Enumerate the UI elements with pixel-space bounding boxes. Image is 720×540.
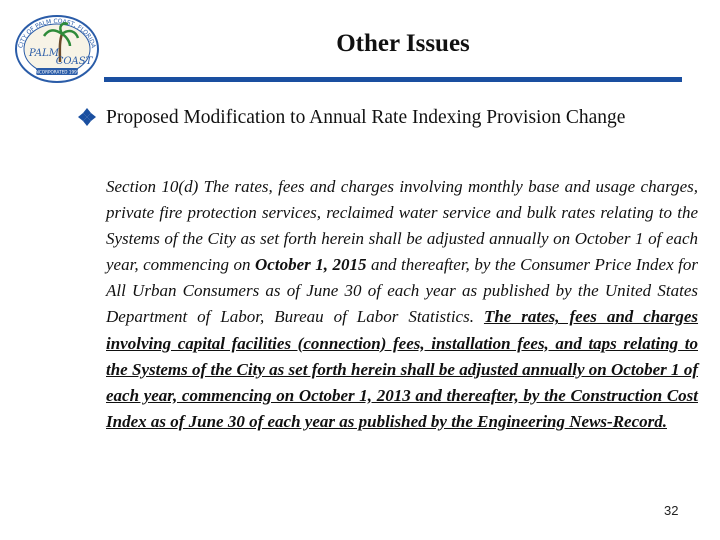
title-divider <box>104 77 682 82</box>
page-number: 32 <box>664 503 679 518</box>
logo-word-palm: PALM <box>29 48 59 59</box>
section-middle: and thereafter, by the Consumer Price Index for All Urban Consumers as of June 30 of each year as published by the United States Department of Labor, Bureau of Labor Statistics. <box>106 255 698 327</box>
commencement-date: October 1, 2015 <box>255 255 367 275</box>
slide-title: Other Issues <box>336 30 470 57</box>
section-10d-text <box>106 174 698 435</box>
logo-word-coast: COAST <box>55 56 93 67</box>
logo-ring-text: CITY OF PALM COAST, FLORIDA <box>17 17 97 49</box>
logo-banner-text: INCORPORATED 1999 <box>34 69 80 75</box>
section-intro: Section 10(d) The rates, fees and charges involving monthly base and usage charges, private fire protection services, reclaimed water service and bulk rates relating to the Systems of the City as set forth herein shall be adjusted annually on October 1 of each year, commencing on <box>106 177 698 275</box>
bullet-text: Proposed Modification to Annual Rate Indexing Provision Change <box>106 107 626 128</box>
diamond-bullet-icon <box>78 108 96 126</box>
city-logo <box>14 14 100 84</box>
proposed-amendment: The rates, fees and charges involving capital facilities (connection) fees, installation fees, and taps relating to the Systems of the City as set forth herein shall be adjusted annually on October 1 of each year, commencing on October 1, 2013 and thereafter, by the Construction Cost Index as of June 30 of each year as published by the Engineering News-Record. <box>106 307 699 431</box>
